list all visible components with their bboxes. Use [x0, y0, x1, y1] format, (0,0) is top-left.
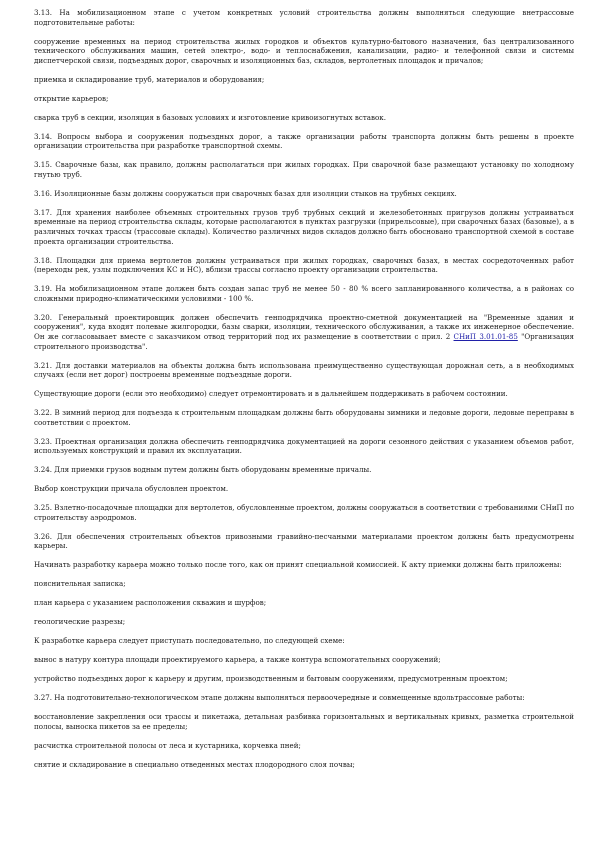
paragraph: приемка и складирование труб, материалов и оборудования; [34, 74, 265, 84]
paragraph: 3.27. На подготовительно-технологическом этапе должны выполняться первоочередные и совмещенные вдольтрассовые работы: [34, 693, 525, 703]
paragraph: 3.17. Для хранения наиболее объемных строительных грузов труб трубных секций и железобетонных пригрузов должны устраиваться временные на период строительства склады, которые располагаются в пунктах разгрузки (прирельсовые), при сварочных базах (базовые), а в различных точках трассы (трассовые склады). Количество различных видов складов должно быть обосновано транспортной схемой в составе проекта организации строительства. [34, 207, 574, 246]
paragraph: устройство подъездных дорог к карьеру и другим, производственным и бытовым сооружениям, предусмотренным проектом; [34, 674, 508, 684]
paragraph-text-after-link: "Организация строительного производства". [34, 331, 574, 351]
paragraph: Начинать разработку карьера можно только после того, как он принят специальной комиссией. К акту приемки должны быть приложены: [34, 560, 562, 570]
paragraph: сооружение временных на период строительства жилых городков и объектов культурно-бытового назначения, баз централизованного технического обслуживания машин, сетей электро-, водо- и теплоснабжения, канализации, радио- и телефонной связи и системы диспетчерской связи, подъездных дорог, сварочных и изоляционных баз, складов, вертолетных площадок и причалов; [34, 36, 574, 65]
paragraph: 3.23. Проектная организация должна обеспечить генподрядчика документацией на дороги сезонного действия с указанием объемов работ, используемых конструкций и правил их эксплуатации. [34, 436, 574, 456]
paragraph: вынос в натуру контура площади проектируемого карьера, а также контура вспомогательных сооружений; [34, 655, 441, 665]
paragraph: геологические разрезы; [34, 617, 126, 627]
paragraph: 3.14. Вопросы выбора и сооружения подъездных дорог, а также организации работы транспорта должны быть решены в проекте организации строительства при разработке транспортной схемы. [34, 131, 574, 151]
paragraph: 3.26. Для обеспечения строительных объектов привозными гравийно-песчаными материалами проектом должны быть предусмотрены карьеры. [34, 531, 574, 551]
paragraph: Выбор конструкции причала обусловлен проектом. [34, 484, 229, 494]
paragraph: расчистка строительной полосы от леса и кустарника, корчевка пней; [34, 740, 301, 750]
paragraph: 3.16. Изоляционные базы должны сооружаться при сварочных базах для изоляции стыков на трубных секциях. [34, 188, 457, 198]
paragraph: 3.21. Для доставки материалов на объекты должна быть использована преимущественно существующая дорожная сеть, а в необходимых случаях (если нет дорог) построены временные подъездные дороги. [34, 360, 574, 380]
snip-reference-link[interactable]: СНиП 3.01.01-85 [453, 331, 518, 341]
paragraph: 3.24. Для приемки грузов водным путем должны быть оборудованы временные причалы. [34, 465, 372, 475]
paragraph: сварка труб в секции, изоляция в базовых условиях и изготовление кривоизогнутых вставок. [34, 112, 386, 122]
paragraph: 3.25. Взлетно-посадочные площадки для вертолетов, обусловленные проектом, должны сооружаться в соответствии с требованиями СНиП по строительству аэродромов. [34, 503, 574, 522]
paragraph: 3.19. На мобилизационном этапе должен быть создан запас труб не менее 50 - 80 % всего запланированного количества, а в районах со сложными природно-климатическими условиями - 100 %. [34, 284, 574, 303]
paragraph: 3.18. Площадки для приема вертолетов должны устраиваться при жилых городках, сварочных базах, в местах сосредоточенных работ (переходы рек, узлы подключения КС и НС), вблизи трассы согласно проекту организации строительства. [34, 255, 574, 275]
paragraph: 3.13. На мобилизационном этапе с учетом конкретных условий строительства должны выполняться следующие внетрассовые подготовительные работы: [34, 8, 574, 27]
paragraph: 3.22. В зимний период для подъезда к строительным площадкам должны быть оборудованы зимники и ледовые дороги, ледовые переправы в соответствии с проектом. [34, 408, 574, 427]
paragraph: пояснительная записка; [34, 579, 126, 589]
paragraph: снятие и складирование в специально отведенных местах плодородного слоя почвы; [34, 759, 355, 769]
paragraph: 3.15. Сварочные базы, как правило, должны располагаться при жилых городках. При сварочной базе размещают установку по холодному гнутью труб. [34, 160, 574, 179]
paragraph-text: 3.20. Генеральный проектировщик должен обеспечить генподрядчика проектно-сметной документацией на "Временные здания и сооружения", куда входят полевые жилгородки, базы сварки, изоляции, технического обслуживания, а также их инженерное обеспечение. Он же согласовывает вместе с заказчиком отвод территорий под их размещение в соответствии с прил. 2 [34, 312, 574, 341]
paragraph: восстановление закрепления оси трассы и пикетажа, детальная разбивка горизонтальных и вертикальных кривых, разметка строительной полосы, выноска пикетов за ее пределы; [34, 712, 574, 731]
paragraph: план карьера с указанием расположения скважин и шурфов; [34, 598, 267, 608]
paragraph: Существующие дороги (если это необходимо) следует отремонтировать и в дальнейшем поддерживать в рабочем состоянии. [34, 389, 508, 399]
paragraph-with-link [34, 313, 574, 351]
paragraph: открытие карьеров; [34, 93, 109, 103]
paragraph: К разработке карьера следует приступать последовательно, по следующей схеме: [34, 636, 345, 646]
